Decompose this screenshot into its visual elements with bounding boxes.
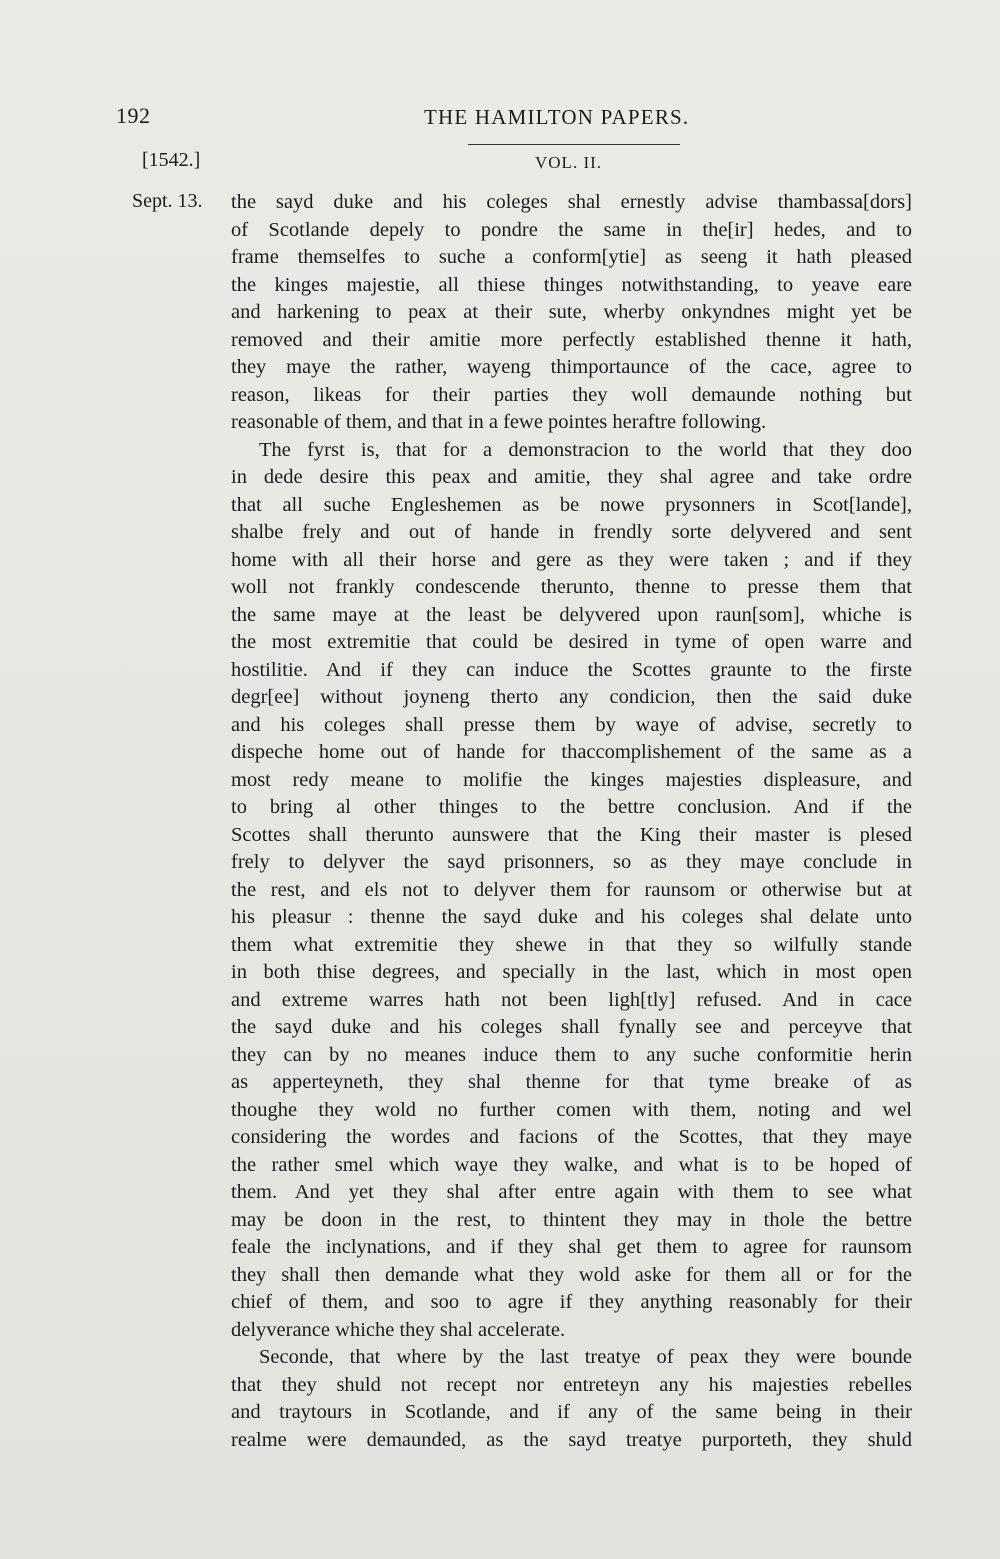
- text-line: The fyrst is, that for a demonstracion to the world that they doo: [259, 438, 912, 461]
- text-line: and harkening to peax at their sute, wherby onkyndnes might yet be: [231, 301, 912, 323]
- text-line: frame themselfes to suche a conform[ytie] as seeng it hath pleased: [231, 246, 912, 268]
- text-line: the sayd duke and his coleges shal ernestly advise thambassa[dors]: [231, 191, 912, 213]
- text-line: to bring al other thinges to the bettre conclusion. And if the: [231, 796, 912, 818]
- text-line: as apperteyneth, they shal thenne for that tyme breake of as: [231, 1071, 912, 1093]
- text-line: feale the inclynations, and if they shal get them to agree for raunsom: [231, 1236, 912, 1258]
- text-line: delyverance whiche they shal accelerate.: [231, 1318, 566, 1341]
- text-line: the rather smel which waye they walke, and what is to be hoped of: [231, 1153, 912, 1176]
- date-margin-note: Sept. 13.: [132, 190, 203, 212]
- text-line: frely to delyver the sayd prisonners, so as they maye conclude in: [231, 851, 912, 873]
- text-line: removed and their amitie more perfectly established thenne it hath,: [231, 328, 912, 351]
- text-line: and his coleges shall presse them by waye of advise, secretly to: [231, 713, 912, 736]
- text-line: may be doon in the rest, to thintent they may in thole the bettre: [231, 1208, 912, 1231]
- volume-label: VOL. II.: [535, 153, 603, 172]
- text-line: reason, likeas for their parties they woll demaunde nothing but: [231, 383, 912, 406]
- text-line: them. And yet they shal after entre again with them to see what: [231, 1181, 912, 1203]
- text-line: home with all their horse and gere as they were taken ; and if they: [231, 548, 912, 571]
- text-line: hostilitie. And if they can induce the Scottes graunte to the firste: [231, 658, 912, 681]
- text-line: and extreme warres hath not been ligh[tly] refused. And in cace: [231, 988, 912, 1011]
- text-line: in dede desire this peax and amitie, they shal agree and take ordre: [231, 466, 912, 488]
- paragraph: [231, 437, 912, 1345]
- text-line: considering the wordes and facions of the Scottes, that they maye: [231, 1126, 912, 1148]
- text-line: the kinges majestie, all thiese thinges notwithstanding, to yeave eare: [231, 273, 912, 296]
- text-line: they shall then demande what they wold aske for them all or for the: [231, 1263, 912, 1286]
- text-line: his pleasur : thenne the sayd duke and his coleges shal delate unto: [231, 906, 912, 928]
- text-line: the most extremitie that could be desired in tyme of open warre and: [231, 631, 912, 653]
- text-line: them what extremitie they shewe in that they so wilfully stande: [231, 933, 912, 956]
- text-line: realme were demaunded, as the sayd treatye purporteth, they shuld: [231, 1428, 912, 1451]
- text-line: they can by no meanes induce them to any suche conformitie herin: [231, 1043, 912, 1066]
- title-rule: [468, 144, 680, 145]
- text-line: most redy meane to molifie the kinges majesties displeasure, and: [231, 768, 912, 791]
- text-line: thoughe they wold no further comen with them, noting and wel: [231, 1098, 912, 1121]
- text-line: dispeche home out of hande for thaccomplishement of the same as a: [231, 741, 912, 763]
- text-line: degr[ee] without joyneng therto any condicion, then the said duke: [231, 686, 912, 708]
- body-text: [231, 189, 912, 1454]
- paragraph: [231, 1344, 912, 1454]
- text-line: Seconde, that where by the last treatye of peax they were bounde: [259, 1346, 912, 1368]
- page-number: 192: [116, 103, 151, 128]
- text-line: shalbe frely and out of hande in frendly sorte delyvered and sent: [231, 521, 912, 543]
- text-line: Scottes shall therunto aunswere that the King their master is plesed: [231, 823, 912, 846]
- text-line: chief of them, and soo to agre if they anything reasonably for their: [231, 1291, 912, 1313]
- text-line: the sayd duke and his coleges shall fynally see and perceyve that: [231, 1016, 912, 1038]
- text-line: the rest, and els not to delyver them for raunsom or otherwise but at: [231, 878, 912, 901]
- text-line: reasonable of them, and that in a fewe pointes heraftre following.: [231, 411, 767, 433]
- text-line: and traytours in Scotlande, and if any of the same being in their: [231, 1401, 912, 1423]
- year-margin-note: [1542.]: [142, 149, 201, 171]
- text-line: woll not frankly condescende therunto, thenne to presse them that: [231, 576, 912, 598]
- text-line: that all suche Engleshemen as be nowe prysonners in Scot[lande],: [231, 493, 912, 516]
- text-line: that they shuld not recept nor entreteyn any his majesties rebelles: [231, 1373, 912, 1396]
- paragraph: [231, 189, 912, 437]
- text-line: they maye the rather, wayeng thimportaunce of the cace, agree to: [231, 356, 912, 378]
- text-line: the same maye at the least be delyvered upon raun[som], whiche is: [231, 603, 912, 626]
- text-line: in both thise degrees, and specially in the last, which in most open: [231, 961, 912, 983]
- running-title: THE HAMILTON PAPERS.: [424, 105, 690, 129]
- text-line: of Scotlande depely to pondre the same in the[ir] hedes, and to: [231, 218, 912, 241]
